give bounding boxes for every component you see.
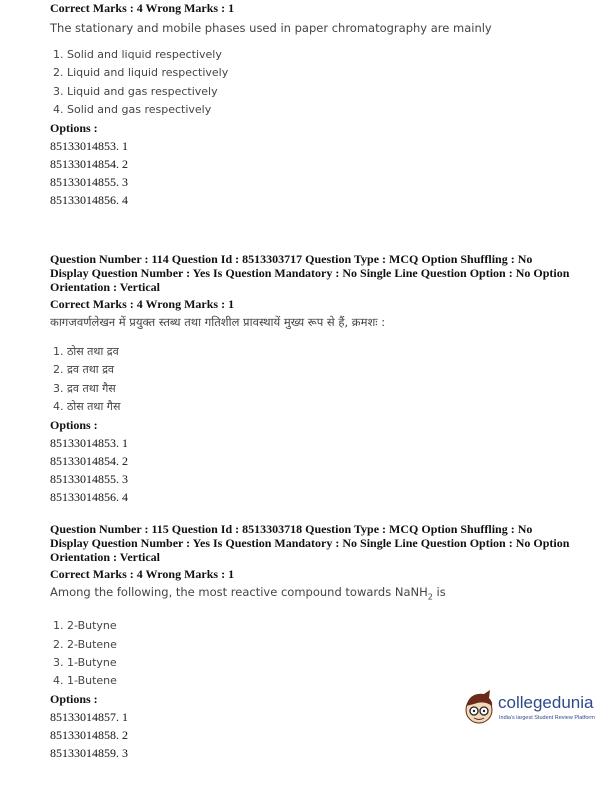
- option-3: 3. 1-Butyne: [53, 655, 117, 669]
- option-id: 85133014854. 2: [50, 157, 128, 172]
- option-id: 85133014856. 4: [50, 490, 128, 505]
- question-text: The stationary and mobile phases used in paper chromatography are mainly: [50, 21, 492, 35]
- question-text: [50, 583, 580, 606]
- option-2: 2. Liquid and liquid respectively: [53, 66, 229, 80]
- option-2: 2. द्रव तथा द्रव: [53, 363, 115, 377]
- option-id: 85133014858. 2: [50, 728, 128, 743]
- question-text-end: is: [432, 585, 446, 599]
- option-3: 3. Liquid and gas respectively: [53, 84, 218, 98]
- option-3: 3. द्रव तथा गैस: [53, 381, 116, 395]
- option-1: 1. Solid and liquid respectively: [53, 48, 222, 61]
- options-label: Options :: [50, 121, 98, 136]
- option-4: 4. Solid and gas respectively: [53, 102, 212, 116]
- options-label: Options :: [50, 418, 98, 433]
- option-id: 85133014853. 1: [50, 139, 128, 154]
- option-2: 2. 2-Butene: [53, 637, 117, 651]
- option-1: 1. ठोस तथा द्रव: [53, 345, 119, 358]
- option-id: 85133014855. 3: [50, 472, 128, 487]
- question-header: Question Number : 115 Question Id : 8513303718 Question Type : MCQ Option Shuffling : No: [50, 522, 533, 536]
- question-header: Orientation : Vertical: [50, 280, 160, 294]
- option-1: 1. 2-Butyne: [53, 619, 117, 633]
- question-header: Display Question Number : Yes Is Question Mandatory : No Single Line Question Option : No Option: [50, 536, 570, 550]
- mascot-icon: [462, 688, 498, 728]
- marks-line: Correct Marks : 4 Wrong Marks : 1: [50, 297, 235, 311]
- question-header: Display Question Number : Yes Is Question Mandatory : No Single Line Question Option : No Option: [50, 266, 570, 280]
- option-id: 85133014859. 3: [50, 746, 128, 761]
- question-header: Orientation : Vertical: [50, 550, 160, 564]
- option-id: 85133014854. 2: [50, 454, 128, 469]
- option-id: 85133014857. 1: [50, 710, 128, 725]
- question-header: Question Number : 114 Question Id : 8513303717 Question Type : MCQ Option Shuffling : No: [50, 252, 533, 266]
- option-id: 85133014853. 1: [50, 436, 128, 451]
- question-block-113: [50, 1, 580, 209]
- options-label: Options :: [50, 692, 98, 707]
- question-block-114: [50, 252, 580, 506]
- question-text: कागजवर्णलेखन में प्रयुक्त स्तब्ध तथा गतिशील प्रावस्थायें मुख्य रूप से हैं, क्रमशः :: [50, 315, 386, 329]
- option-4: 4. ठोस तथा गैस: [53, 399, 121, 413]
- marks-line: Correct Marks : 4 Wrong Marks : 1: [50, 567, 235, 581]
- collegedunia-logo: [462, 688, 612, 732]
- question-text-main: Among the following, the most reactive compound towards NaNH: [50, 585, 428, 599]
- option-id: 85133014856. 4: [50, 193, 128, 208]
- logo-name: collegedunia: [498, 693, 594, 712]
- marks-line: Correct Marks : 4 Wrong Marks : 1: [50, 1, 235, 15]
- option-4: 4. 1-Butene: [53, 674, 117, 688]
- logo-tagline: India's largest Student Review Platform: [499, 715, 595, 721]
- option-id: 85133014855. 3: [50, 175, 128, 190]
- subscript: 2: [427, 592, 433, 602]
